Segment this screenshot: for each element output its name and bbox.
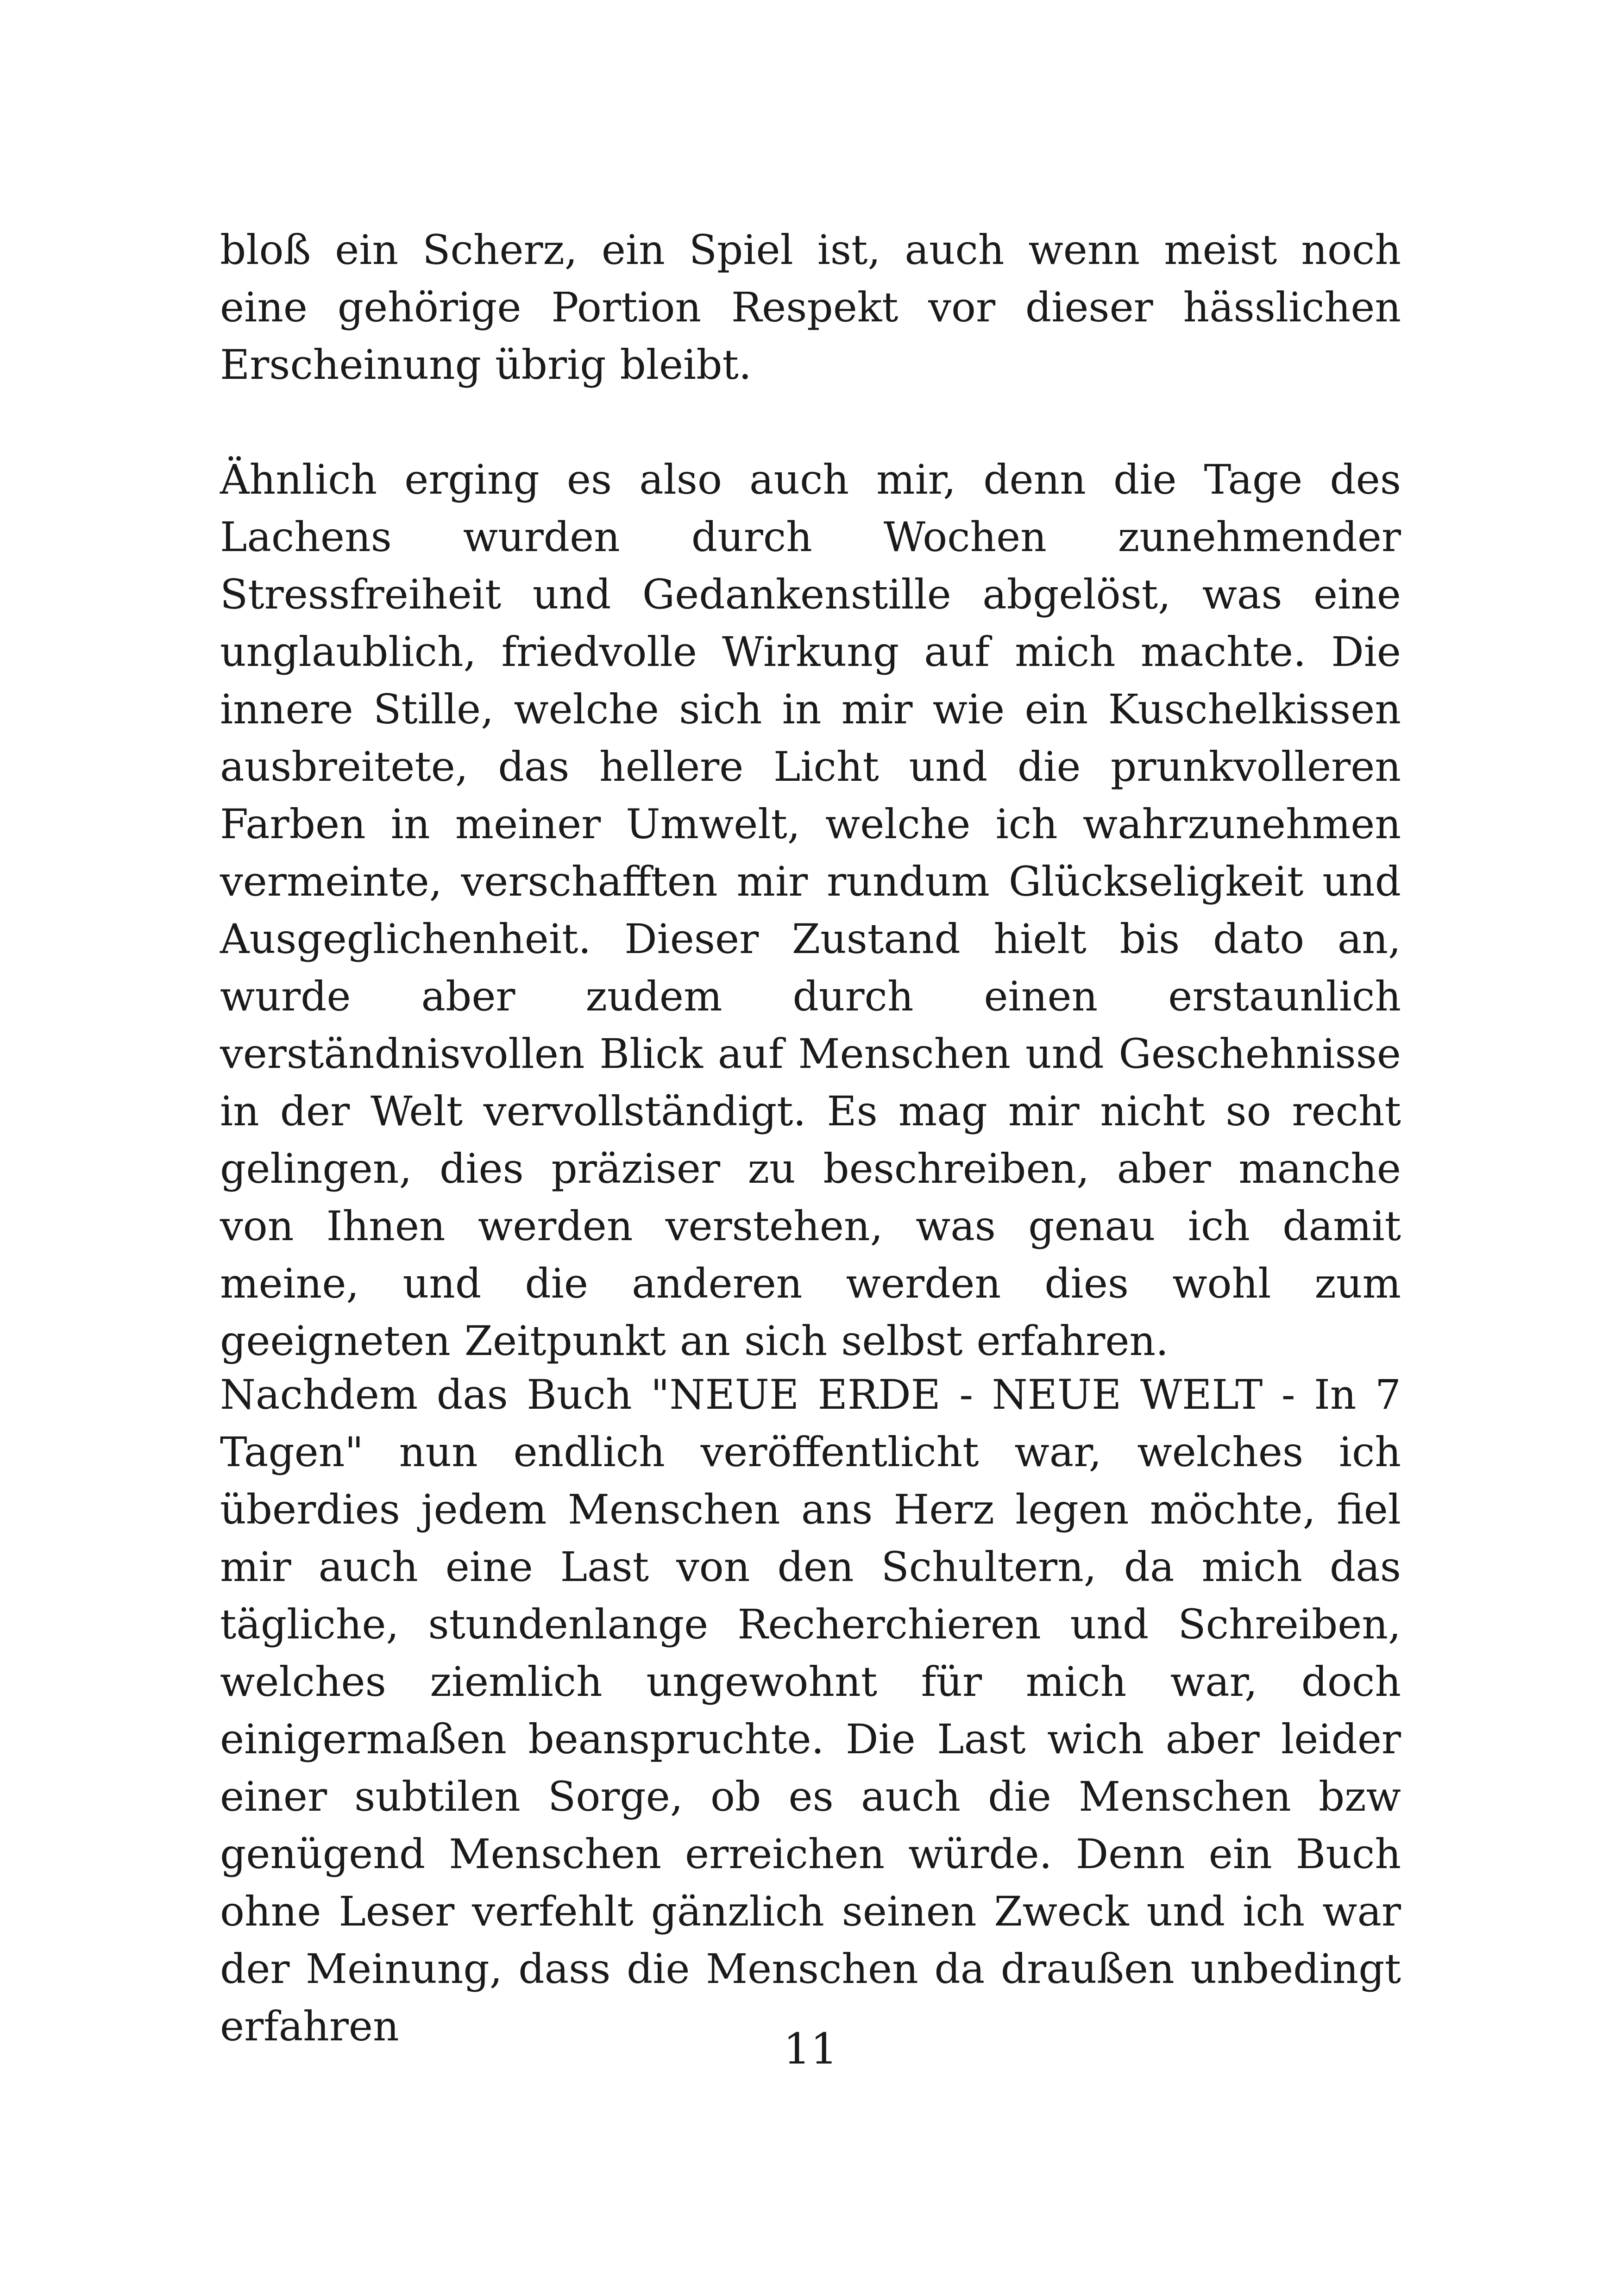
page-number: 11 bbox=[783, 2024, 838, 2074]
paragraph-1 bbox=[220, 221, 1401, 394]
paragraph-3-text: Nachdem das Buch "NEUE ERDE - NEUE WELT - In 7 Tagen" nun endlich veröffentlicht war, welches ich überdies jedem Menschen ans Herz legen möchte, fiel mir auch eine Last von den Schultern, da mich das tägliche, stundenlange Recherchieren und Schreiben, welches ziemlich ungewohnt für mich war, doch einigermaßen beanspruchte. Die Last wich aber leider einer subtilen Sorge, ob es auch die Menschen bzw genügend Menschen erreichen würde. Denn ein Buch ohne Leser verfehlt gänzlich seinen Zweck und ich war der Meinung, dass die Menschen da draußen unbedingt erfahren bbox=[220, 1371, 1401, 2050]
paragraph-2 bbox=[220, 451, 1401, 1370]
paragraph-2-text: Ähnlich erging es also auch mir, denn die Tage des Lachens wurden durch Wochen zunehmender Stressfreiheit und Gedankenstille abgelöst, was eine unglaublich, friedvolle Wirkung auf mich machte. Die innere Stille, welche sich in mir wie ein Kuschelkissen ausbreitete, das hellere Licht und die prunkvolleren Farben in meiner Umwelt, welche ich wahrzunehmen vermeinte, verschafften mir rundum Glückseligkeit und Ausgeglichenheit. Dieser Zustand hielt bis dato an, wurde aber zudem durch einen erstaunlich verständnisvollen Blick auf Menschen und Geschehnisse in der Welt vervollständigt. Es mag mir nicht so recht gelingen, dies präziser zu beschreiben, aber manche von Ihnen werden verstehen, was genau ich damit meine, und die anderen werden dies wohl zum geeigneten Zeitpunkt an sich selbst erfahren. bbox=[220, 456, 1401, 1365]
paragraph-1-text: bloß ein Scherz, ein Spiel ist, auch wenn meist noch eine gehörige Portion Respekt vor dieser hässlichen Erscheinung übrig bleibt. bbox=[220, 226, 1401, 389]
paragraph-3 bbox=[220, 1366, 1401, 2055]
